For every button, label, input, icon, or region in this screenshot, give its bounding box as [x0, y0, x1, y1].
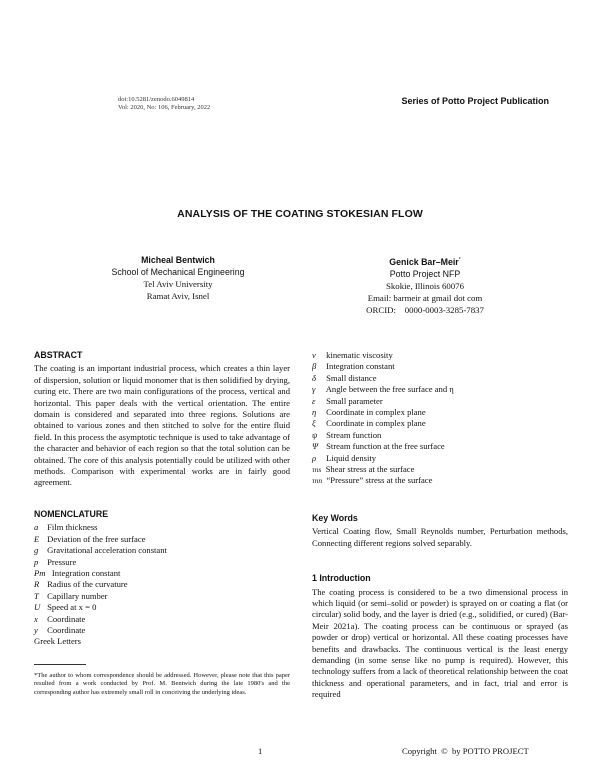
keywords-text: Vertical Coating flow, Small Reynolds number, Perturbation methods, Connecting different regions solved separably.	[312, 526, 568, 548]
paper-meta	[118, 96, 210, 112]
author-1	[78, 254, 278, 302]
list-item: U Speed at x = 0	[34, 602, 97, 613]
left-column	[34, 350, 290, 648]
abstract-heading: ABSTRACT	[34, 350, 83, 360]
paper-title: ANALYSIS OF THE COATING STOKESIAN FLOW	[177, 208, 423, 220]
list-item: τns Shear stress at the surface	[312, 464, 415, 475]
list-item: R Radius of the curvature	[34, 579, 128, 590]
doi: doi:10.5281/zenodo.6049814	[118, 96, 195, 103]
author-affiliation: Tel Aviv University	[143, 279, 213, 289]
author-email: Email: barmeir at gmail dot com	[367, 292, 483, 303]
author-affiliation: Ramat Aviv, Isnel	[146, 291, 210, 301]
volume-info: Vol: 2020, No: 106, February, 2022	[118, 104, 211, 111]
list-item: a Film thickness	[34, 522, 98, 533]
author-affiliation: School of Mechanical Engineering	[111, 267, 245, 277]
list-item: ε Small parameter	[312, 395, 383, 406]
right-column	[312, 350, 568, 701]
greek-list	[312, 350, 568, 487]
greek-letters-label: Greek Letters	[34, 636, 82, 647]
author-2	[325, 254, 525, 316]
list-item: Pm Integration constant	[34, 567, 121, 578]
introduction-heading: 1 Introduction	[312, 573, 371, 584]
introduction-text: The coating process is considered to be a two dimensional process in which liquid (or semi–solid or powder) is sprayed on or coating a flat (or circular) solid body, and the layer is dried (e.g., solidified, or cured) (Bar-Meir 2021a). The coating process can be continuous or sprayed (as powder or drop) vertical or horizontal. All these coating processes have benefits and drawbacks. The continuous vertical is the least energy demanding (in some sense like no pump is required). However, this technology suffers from a lack of theoretical relationship between the coat thickness and operational parameters, and in fact, trial and error is required	[312, 586, 568, 700]
author-name: Genick Bar–Meir	[389, 256, 459, 267]
nomenclature-list	[34, 522, 290, 647]
list-item: η Coordinate in complex plane	[312, 407, 426, 418]
list-item: ξ Coordinate in complex plane	[312, 418, 426, 429]
list-item: ψ Stream function	[312, 429, 382, 440]
nomenclature-heading: NOMENCLATURE	[34, 508, 109, 519]
footnote-mark: *	[458, 257, 461, 263]
list-item: ν kinematic viscosity	[312, 350, 393, 360]
author-orcid: ORCID: 0000-0003-3285-7837	[366, 304, 484, 315]
list-item: p Pressure	[34, 556, 77, 567]
series-title: Series of Potto Project Publication	[401, 96, 549, 106]
author-name: Micheal Bentwich	[141, 255, 215, 265]
list-item: T Capillary number	[34, 590, 108, 601]
list-item: δ Small distance	[312, 372, 377, 383]
list-item: γ Angle between the free surface and η	[312, 384, 454, 395]
author-affiliation: Potto Project NFP	[389, 268, 461, 279]
list-item: β Integration constant	[312, 361, 395, 372]
footnote-rule	[34, 664, 86, 665]
list-item: τnn “Pressure” stress at the surface	[312, 475, 433, 486]
list-item: g Gravitational acceleration constant	[34, 545, 167, 556]
footnote: *The author to whom correspondence should be addressed. However, please note that this paper resulted from a work conducted by Prof. M. Bentwich during the late 1980's and the corresponding author has extremely small roll in conceiving the underlying ideas.	[34, 672, 290, 696]
copyright: Copyright © by POTTO PROJECT	[402, 746, 529, 756]
list-item: E Deviation of the free surface	[34, 533, 146, 544]
keywords-heading: Key Words	[312, 512, 358, 523]
list-item: y Coordinate	[34, 624, 86, 635]
page-number: 1	[258, 746, 263, 756]
abstract-text: The coating is an important industrial process, which creates a thin layer of dispersion, solution or liquid monomer that is then solidified by drying, curing etc. There are two main configurations of the process, vertical and horizontal. This paper deals with the vertical orientation. The entire domain is considered and separated into three regions. Solutions are obtained to various zones and then stitched to solve for the entire fluid field. In this process the asymptotic technique is used to take advantage of the character and behavior of each region so that the total solution can be obtained. The core of this analysis potentially could be utilized with other methods. Comparison with experimental works are in fairly good agreement.	[34, 363, 290, 488]
list-item: ρ Liquid density	[312, 452, 377, 463]
author-affiliation: Skokie, Illinois 60076	[386, 280, 464, 291]
list-item: Ψ Stream function at the free surface	[312, 441, 445, 452]
list-item: x Coordinate	[34, 613, 86, 624]
